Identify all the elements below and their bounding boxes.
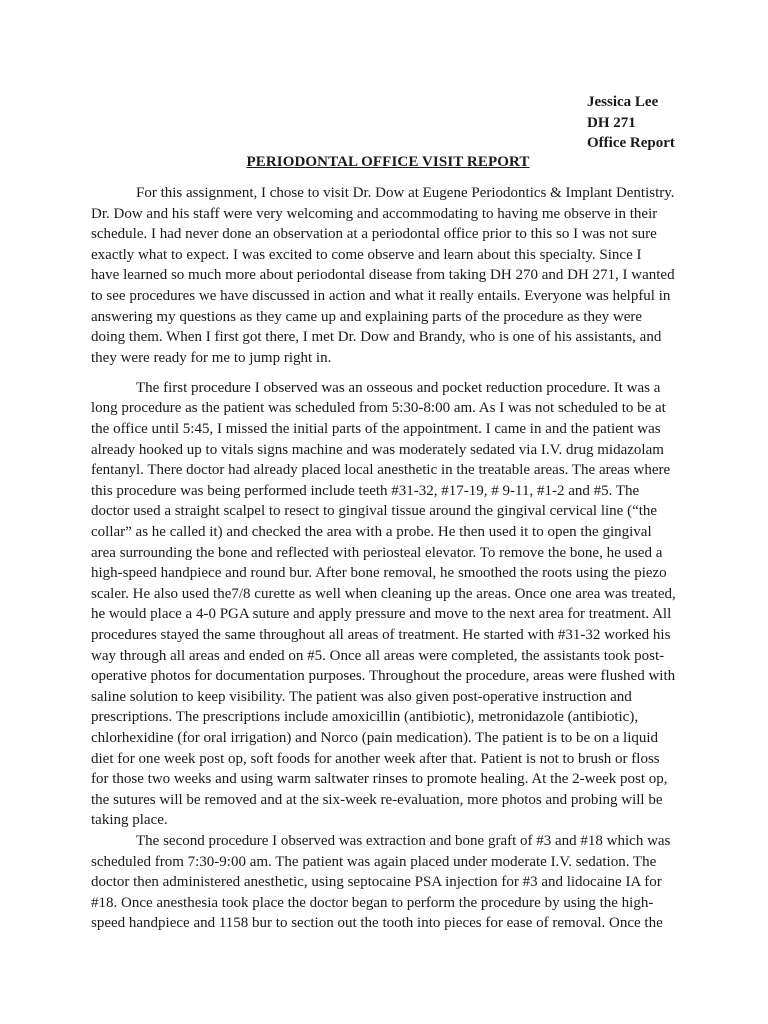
text-line: doing them. When I first got there, I met Dr. Dow and Brandy, who is one of his assistants, and [91,329,662,346]
text-line: scaler. He also used the7/8 curette as well when cleaning up the areas. Once one area was treated, [91,585,676,602]
text-line: Dr. Dow and his staff were very welcoming and accommodating to having me observe in their [91,205,658,222]
text-line: area surrounding the bone and reflected with periosteal elevator. To remove the bone, he used a [91,544,663,561]
text-line: already hooked up to vitals signs machine and was moderately sedated via I.V. drug midazolam [91,441,664,458]
text-line: speed handpiece and 1158 bur to section out the tooth into pieces for ease of removal. Once the [91,915,663,932]
text-line: For this assignment, I chose to visit Dr. Dow at Eugene Periodontics & Implant Dentistry. [136,185,675,201]
text-line: operative photos for documentation purposes. Throughout the procedure, areas were flushed with [91,668,676,685]
text-line: exactly what to expect. I was excited to come observe and learn about this specialty. Since I [91,246,642,263]
text-line: long procedure as the patient was scheduled from 5:30-8:00 am. As I was not scheduled to be at [91,400,666,417]
text-line: prescriptions. The prescriptions include amoxicillin (antibiotic), metronidazole (antibiotic), [91,709,639,726]
text-line: he would place a 4-0 PGA suture and apply pressure and move to the next area for treatment. All [91,606,672,623]
text-line: the sutures will be removed and at the six-week re-evaluation, more photos and probing will be [91,791,663,808]
text-line: fentanyl. There doctor had already placed local anesthetic in the treatable areas. The areas where [91,462,671,479]
text-line: high-speed handpiece and round bur. After bone removal, he smoothed the roots using the piezo [91,565,667,582]
text-line: the office until 5:45, I missed the initial parts of the appointment. I came in and the patient was [91,421,661,438]
header-block [587,92,675,154]
report-title: PERIODONTAL OFFICE VISIT REPORT [246,154,530,170]
paragraph-second-procedure [91,831,689,934]
document-type: Office Report [587,135,675,151]
text-line: this procedure was being performed include teeth #31-32, #17-19, # 9-11, #1-2 and #5. The [91,482,640,499]
text-line: for those two weeks and using warm saltwater rinses to promote healing. At the 2-week post op, [91,771,668,788]
text-line: chlorhexidine (for oral irrigation) and Norco (pain medication). The patient is to be on a liquid [91,729,659,746]
text-line: procedures stayed the same throughout all areas of treatment. He started with #31-32 worked his [91,626,671,643]
text-line: #18. Once anesthesia took place the doctor began to perform the procedure by using the high- [91,894,654,911]
paragraph-first-procedure [91,378,689,831]
text-line: doctor then administered anesthetic, using septocaine PSA injection for #3 and lidocaine IA for [91,874,662,891]
report-body [91,183,689,934]
text-line: answering my questions as they came up and explaining parts of the procedure as they were [91,308,643,325]
text-line: The first procedure I observed was an osseous and pocket reduction procedure. It was a [136,379,661,396]
text-line: collar” as he called it) and checked the area with a probe. He then used it to open the gingival [91,524,652,540]
text-line: to see procedures we have discussed in action and what it really entails. Everyone was helpful in [91,287,671,304]
paragraph-intro [91,183,689,368]
text-line: way through all areas and ended on #5. Once all areas were completed, the assistants took post- [91,647,665,664]
text-line: taking place. [91,812,168,829]
course-code: DH 271 [587,114,636,131]
text-line: schedule. I had never done an observation at a periodontal office prior to this so I was not sure [91,226,657,243]
text-line: they were ready for me to jump right in. [91,349,332,366]
text-line: have learned so much more about periodontal disease from taking DH 270 and DH 271, I wanted [91,267,675,284]
author-name: Jessica Lee [587,94,659,110]
text-line: diet for one week post op, soft foods for another week after that. Patient is not to brush or floss [91,750,660,767]
text-line: doctor used a straight scalpel to resect to gingival tissue around the gingival cervical line (“the [91,503,658,520]
text-line: scheduled from 7:30-9:00 am. The patient was again placed under moderate I.V. sedation. The [91,853,657,870]
text-line: The second procedure I observed was extraction and bone graft of #3 and #18 which was [136,832,671,849]
text-line: saline solution to keep visibility. The patient was also given post-operative instruction and [91,688,632,705]
